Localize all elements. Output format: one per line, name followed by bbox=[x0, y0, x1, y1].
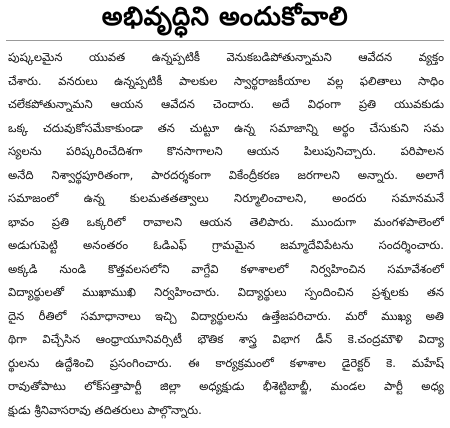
article-line: విద్యార్థులతో ముఖాముఖి నిర్వహించారు. విద్యార్థులు స్పందించిన ప్రశ్నలకు తన bbox=[8, 285, 444, 299]
article-line: చేశారు. వనరులు ఉన్నప్పటికీ పాలకుల స్వార్థరాజకీయాల వల్ల ఫలితాలు సాధిం bbox=[8, 73, 444, 88]
article-line: ఒక్క చదువుకోసమేకాకుండా తన చుట్టూ ఉన్న సమాజాన్ని అర్థం చేసుకుని సమ bbox=[8, 120, 444, 135]
article-line: థిగా విచ్చేసిన ఆంధ్రాయూనివర్సిటీ భౌతిక శాస్త్ర విభాగ డీన్ కె.చంద్రమౌళి విద్యా bbox=[8, 332, 444, 346]
article-body bbox=[8, 46, 444, 424]
article-line: చలేకపోతున్నామని ఆయన ఆవేదన చెందారు. అదే విధంగా ప్రతి యువకుడు bbox=[8, 97, 444, 111]
article-line: దైన రీతిలో సమాధానాలు ఇచ్చి విద్యార్థులను ఉత్తేజపరిచారు. మరో ముఖ్య అతి bbox=[8, 308, 444, 323]
article-line: ర్థులను ఉద్దేశించి ప్రసంగించారు. ఈ కార్యక్రమంలో కళాశాల డైరెక్టర్ కె. మహేష్ bbox=[8, 355, 444, 370]
article-line: అనేది నిశ్వార్థపూరితంగా, పారదర్శకంగా వికేంద్రీకరణ జరగాలని అన్నారు. అలాగే bbox=[8, 167, 444, 182]
article-line: భావం ప్రతి ఒక్కరిలో రావాలని ఆయన తెలిపారు. ముందుగా మంగళపాలెంలో bbox=[8, 214, 444, 229]
article-line: క్షుడు శ్రీనివాసరావు తదితరులు పాల్గొన్నారు. bbox=[8, 402, 202, 417]
article-line: అక్కడి నుండి కొత్తవలసలోని వాగ్దేవి కళాశాలలో నిర్వహించిన సమావేశంలో bbox=[8, 261, 444, 276]
article-line: రావుతోపాటు లోక్‌సత్తాపార్టీ జిల్లా అధ్యక్షుడు భీశెట్టిబాబ్జీ, మండల పార్టీ అధ్య bbox=[8, 379, 444, 393]
article-line: పుష్కలమైన యువత ఉన్నప్పటికీ వెనుకబడిపోతున్నామని ఆవేదన వ్యక్తం bbox=[8, 50, 444, 64]
headline-divider bbox=[6, 40, 444, 41]
article-line: సమాజంలో ఉన్న కులమతతత్వాలు నిర్మూలించాలని, అందరు సమానమనే bbox=[8, 191, 444, 205]
article-line: అడుగుపెట్టి అనంతరం ఓడిఎఫ్ గ్రామమైన జమ్మాదేవిపేటను సందర్శించారు. bbox=[8, 238, 444, 252]
article-line: స్యలను పరిష్కరించేదిశగా కొనసాగాలని ఆయన పిలుపునిచ్చారు. పరిపాలన bbox=[8, 144, 444, 158]
headline: అభివృద్ధిని అందుకోవాలి bbox=[101, 2, 349, 32]
